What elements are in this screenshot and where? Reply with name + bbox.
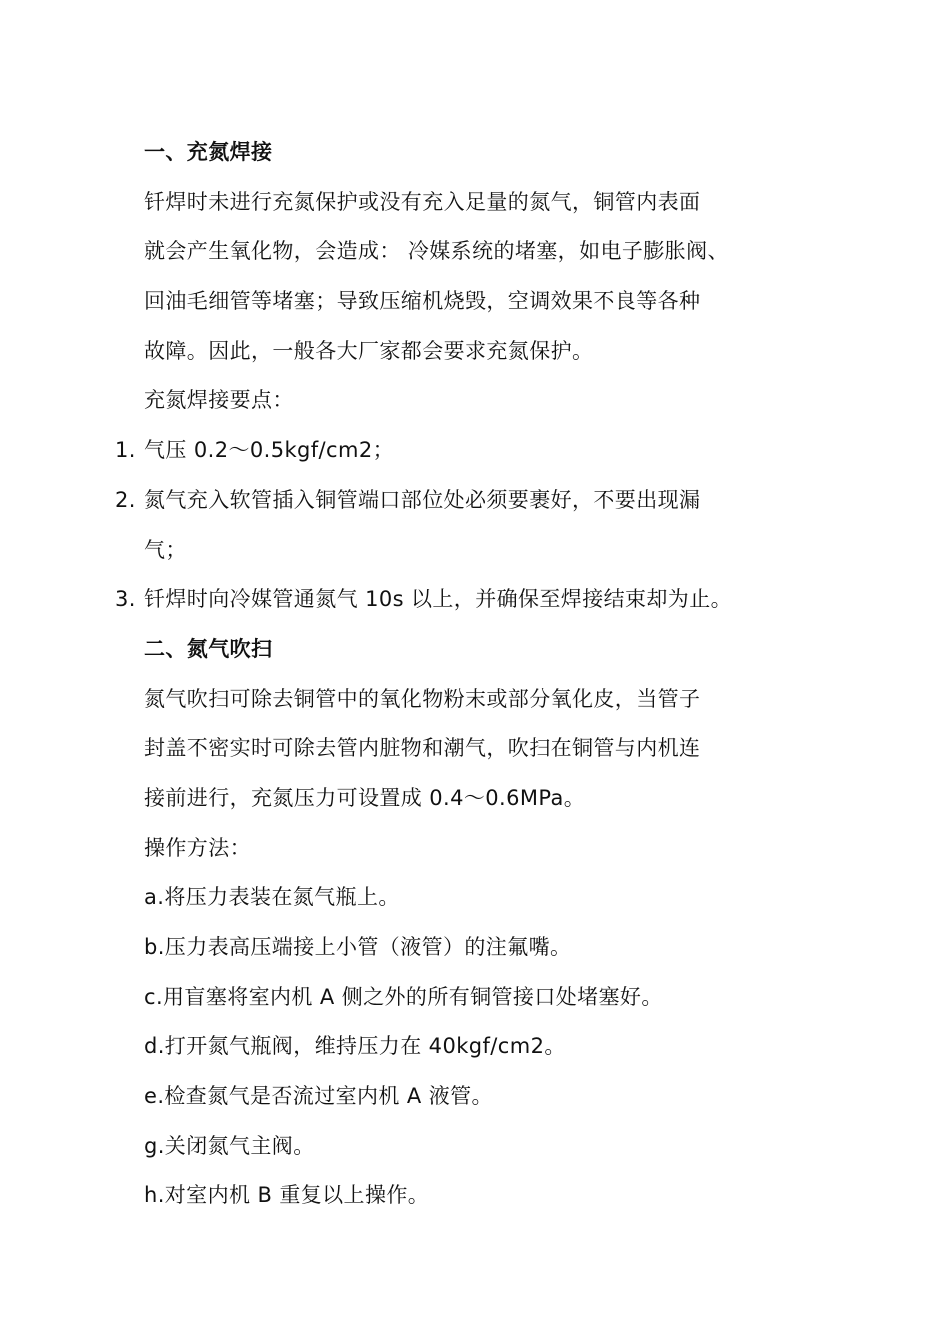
step-item: b.压力表高压端接上小管（液管）的注氟嘴。: [144, 935, 572, 959]
list-item-continuation: 气；: [144, 537, 187, 562]
step-item: g.关闭氮气主阀。: [144, 1133, 315, 1158]
points-title: 充氮焊接要点：: [144, 388, 294, 413]
step-item: a.将压力表装在氮气瓶上。: [144, 885, 400, 910]
step-item: d.打开氮气瓶阀，维持压力在 40kgf/cm2。: [144, 1034, 566, 1059]
document-body: [115, 128, 824, 1221]
paragraph-line: 钎焊时未进行充氮保护或没有充入足量的氮气，铜管内表面: [144, 189, 701, 214]
list-item: [115, 426, 824, 476]
list-number: 1.: [115, 438, 136, 463]
paragraph-line: 封盖不密实时可除去管内脏物和潮气，吹扫在铜管与内机连: [144, 736, 701, 761]
section-heading-nitrogen-welding: 一、充氮焊接: [144, 140, 273, 164]
section-heading-nitrogen-purge: 二、氮气吹扫: [144, 636, 273, 661]
paragraph-line: 就会产生氧化物，会造成： 冷媒系统的堵塞，如电子膨胀阀、: [144, 239, 729, 264]
paragraph-line: 故障。因此，一般各大厂家都会要求充氮保护。: [144, 338, 594, 363]
list-item: [115, 476, 824, 526]
method-title: 操作方法：: [144, 835, 251, 860]
list-item-text: 钎焊时向冷媒管通氮气 10s 以上，并确保至焊接结束却为止。: [144, 587, 733, 612]
paragraph-nitrogen-purge: [144, 675, 824, 824]
list-item: [115, 575, 824, 625]
list-item-text: 气压 0.2～0.5kgf/cm2；: [144, 438, 394, 463]
paragraph-line: 接前进行，充氮压力可设置成 0.4～0.6MPa。: [144, 785, 586, 810]
paragraph-line: 回油毛细管等堵塞；导致压缩机烧毁，空调效果不良等各种: [144, 289, 701, 314]
list-number: 3.: [115, 587, 136, 612]
step-item: h.对室内机 B 重复以上操作。: [144, 1183, 430, 1208]
list-number: 2.: [115, 487, 136, 512]
step-item: e.检查氮气是否流过室内机 A 液管。: [144, 1084, 493, 1109]
numbered-list: [115, 426, 824, 625]
step-list: [144, 873, 824, 1221]
step-item: c.用盲塞将室内机 A 侧之外的所有铜管接口处堵塞好。: [144, 984, 663, 1009]
paragraph-nitrogen-welding: [144, 178, 824, 377]
paragraph-line: 氮气吹扫可除去铜管中的氧化物粉末或部分氧化皮，当管子: [144, 686, 701, 711]
list-item-text: 氮气充入软管插入铜管端口部位处必须要裹好，不要出现漏: [144, 487, 701, 512]
